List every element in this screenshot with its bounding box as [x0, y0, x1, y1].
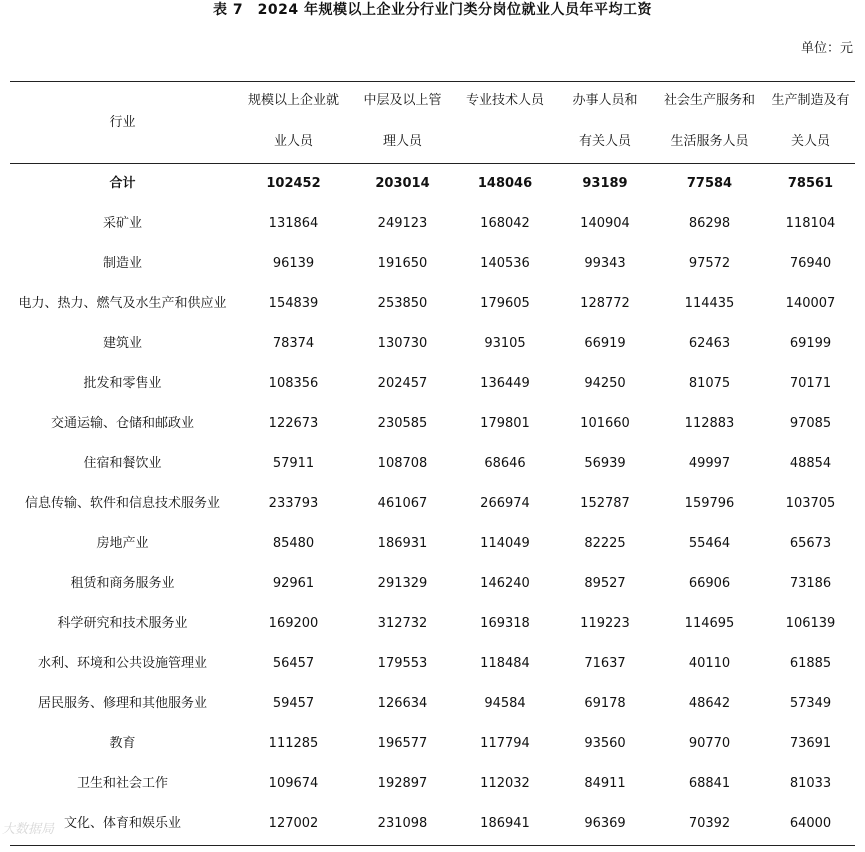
table-row	[10, 604, 855, 644]
header-line: 理人员	[382, 134, 422, 149]
value-cell: 191650	[377, 256, 428, 271]
industry-cell: 电力、热力、燃气及水生产和供应业	[18, 296, 227, 311]
value-cell: 119223	[580, 616, 630, 631]
value-cell: 127002	[268, 816, 319, 831]
value-cell: 81075	[688, 376, 731, 391]
value-cell: 93560	[584, 736, 626, 751]
value-cell: 78374	[272, 336, 315, 351]
value-cell: 179553	[377, 656, 428, 671]
industry-cell: 卫生和社会工作	[76, 776, 168, 791]
header-line: 办事人员和	[572, 93, 638, 108]
value-cell: 118104	[785, 216, 836, 231]
value-cell: 192897	[377, 776, 428, 791]
value-cell: 179605	[480, 296, 530, 311]
value-cell: 136449	[480, 376, 530, 391]
value-cell: 140007	[785, 296, 836, 311]
value-cell: 62463	[688, 336, 731, 351]
value-cell: 85480	[272, 536, 315, 551]
industry-cell: 教育	[109, 736, 136, 751]
value-cell: 97572	[688, 256, 731, 271]
value-cell: 57349	[789, 696, 832, 711]
industry-cell: 制造业	[102, 256, 142, 271]
value-cell: 112883	[684, 416, 735, 431]
value-cell: 66906	[688, 576, 731, 591]
value-cell: 461067	[377, 496, 428, 511]
table-row	[10, 804, 855, 844]
header-line: 专业技术人员	[465, 93, 544, 108]
value-cell: 94584	[484, 696, 526, 711]
table-header	[10, 82, 855, 163]
value-cell: 92961	[272, 576, 315, 591]
value-cell: 73186	[789, 576, 832, 591]
industry-cell: 合计	[109, 176, 136, 191]
table-row	[10, 564, 855, 604]
value-cell: 97085	[789, 416, 832, 431]
value-cell: 76940	[789, 256, 832, 271]
header-clerical-staff	[557, 82, 653, 163]
value-cell: 114435	[684, 296, 735, 311]
value-cell: 66919	[584, 336, 626, 351]
value-cell: 108356	[268, 376, 319, 391]
table-row	[10, 324, 855, 364]
table-row	[10, 364, 855, 404]
value-cell: 118484	[480, 656, 530, 671]
value-cell: 291329	[377, 576, 428, 591]
table-body	[10, 164, 855, 844]
industry-cell: 居民服务、修理和其他服务业	[37, 696, 207, 711]
value-cell: 253850	[377, 296, 428, 311]
header-service-staff	[653, 82, 766, 163]
value-cell: 106139	[785, 616, 836, 631]
value-cell: 90770	[688, 736, 731, 751]
value-cell: 82225	[584, 536, 626, 551]
table-row	[10, 244, 855, 284]
value-cell: 93189	[582, 176, 628, 191]
value-cell: 70392	[688, 816, 731, 831]
value-cell: 109674	[268, 776, 319, 791]
industry-cell: 房地产业	[96, 536, 149, 551]
value-cell: 111285	[268, 736, 319, 751]
value-cell: 131864	[268, 216, 319, 231]
value-cell: 69199	[789, 336, 832, 351]
industry-cell: 住宿和餐饮业	[83, 456, 162, 471]
value-cell: 169200	[268, 616, 319, 631]
value-cell: 140536	[480, 256, 530, 271]
value-cell: 312732	[377, 616, 428, 631]
industry-cell: 信息传输、软件和信息技术服务业	[24, 496, 220, 511]
value-cell: 130730	[377, 336, 428, 351]
table-row	[10, 524, 855, 564]
header-line: 规模以上企业就	[247, 93, 339, 108]
value-cell: 48854	[789, 456, 832, 471]
header-technical-staff	[453, 82, 557, 163]
header-line: 有关人员	[578, 134, 631, 149]
value-cell: 186931	[377, 536, 428, 551]
value-cell: 159796	[684, 496, 735, 511]
industry-cell: 科学研究和技术服务业	[57, 616, 188, 631]
value-cell: 114049	[480, 536, 530, 551]
value-cell: 96369	[584, 816, 626, 831]
value-cell: 102452	[266, 176, 321, 191]
value-cell: 68646	[484, 456, 526, 471]
value-cell: 230585	[377, 416, 428, 431]
table-row	[10, 284, 855, 324]
value-cell: 61885	[789, 656, 832, 671]
value-cell: 233793	[268, 496, 319, 511]
value-cell: 202457	[377, 376, 428, 391]
value-cell: 114695	[684, 616, 735, 631]
value-cell: 203014	[375, 176, 430, 191]
header-industry	[10, 82, 235, 163]
value-cell: 89527	[584, 576, 626, 591]
value-cell: 112032	[480, 776, 530, 791]
header-line: 关人员	[790, 134, 830, 149]
header-line: 中层及以上管	[363, 93, 442, 108]
value-cell: 73691	[789, 736, 832, 751]
value-cell: 81033	[789, 776, 832, 791]
value-cell: 48642	[688, 696, 731, 711]
header-line: 业人员	[273, 134, 313, 149]
value-cell: 154839	[268, 296, 319, 311]
value-cell: 231098	[377, 816, 428, 831]
value-cell: 146240	[480, 576, 530, 591]
value-cell: 77584	[686, 176, 733, 191]
watermark: 大数据局	[2, 822, 55, 837]
table-row	[10, 724, 855, 764]
value-cell: 103705	[785, 496, 836, 511]
value-cell: 84911	[584, 776, 626, 791]
value-cell: 196577	[377, 736, 428, 751]
value-cell: 249123	[377, 216, 428, 231]
value-cell: 179801	[480, 416, 530, 431]
table-row	[10, 444, 855, 484]
value-cell: 57911	[272, 456, 315, 471]
value-cell: 40110	[688, 656, 731, 671]
header-line: 生活服务人员	[670, 134, 749, 149]
table-bottom-rule	[10, 845, 855, 846]
value-cell: 59457	[272, 696, 315, 711]
header-line: 生产制造及有	[771, 93, 850, 108]
value-cell: 64000	[789, 816, 832, 831]
table-row-total	[10, 164, 855, 204]
header-managers	[352, 82, 453, 163]
value-cell: 117794	[480, 736, 530, 751]
table-row	[10, 204, 855, 244]
value-cell: 266974	[480, 496, 530, 511]
value-cell: 65673	[789, 536, 832, 551]
value-cell: 168042	[480, 216, 530, 231]
table-row	[10, 644, 855, 684]
value-cell: 56457	[272, 656, 315, 671]
value-cell: 122673	[268, 416, 319, 431]
table-title: 表 7 2024 年规模以上企业分行业门类分岗位就业人员年平均工资	[213, 2, 652, 18]
value-cell: 71637	[584, 656, 626, 671]
value-cell: 69178	[584, 696, 626, 711]
value-cell: 93105	[484, 336, 526, 351]
value-cell: 49997	[688, 456, 731, 471]
value-cell: 152787	[580, 496, 630, 511]
table-row	[10, 484, 855, 524]
header-industry-label: 行业	[109, 114, 136, 130]
value-cell: 96139	[272, 256, 315, 271]
industry-cell: 文化、体育和娱乐业	[63, 816, 181, 831]
header-production-staff	[766, 82, 855, 163]
industry-cell: 采矿业	[102, 216, 142, 231]
value-cell: 108708	[377, 456, 428, 471]
industry-cell: 交通运输、仓储和邮政业	[50, 416, 194, 431]
header-line: 社会生产服务和	[663, 93, 755, 108]
value-cell: 55464	[688, 536, 731, 551]
value-cell: 128772	[580, 296, 630, 311]
value-cell: 140904	[580, 216, 630, 231]
table-row	[10, 404, 855, 444]
value-cell: 186941	[480, 816, 530, 831]
value-cell: 70171	[789, 376, 832, 391]
value-cell: 99343	[584, 256, 626, 271]
industry-cell: 批发和零售业	[83, 376, 162, 391]
value-cell: 68841	[688, 776, 731, 791]
value-cell: 56939	[584, 456, 626, 471]
value-cell: 86298	[688, 216, 731, 231]
industry-cell: 建筑业	[102, 336, 142, 351]
value-cell: 101660	[580, 416, 630, 431]
industry-cell: 水利、环境和公共设施管理业	[37, 656, 207, 671]
value-cell: 126634	[377, 696, 428, 711]
value-cell: 78561	[787, 176, 834, 191]
header-all-employees	[235, 82, 352, 163]
table-row	[10, 684, 855, 724]
unit-label: 单位：元	[800, 41, 853, 56]
value-cell: 148046	[477, 176, 533, 191]
industry-cell: 租赁和商务服务业	[70, 576, 175, 591]
table-row	[10, 764, 855, 804]
value-cell: 169318	[480, 616, 530, 631]
value-cell: 94250	[584, 376, 626, 391]
